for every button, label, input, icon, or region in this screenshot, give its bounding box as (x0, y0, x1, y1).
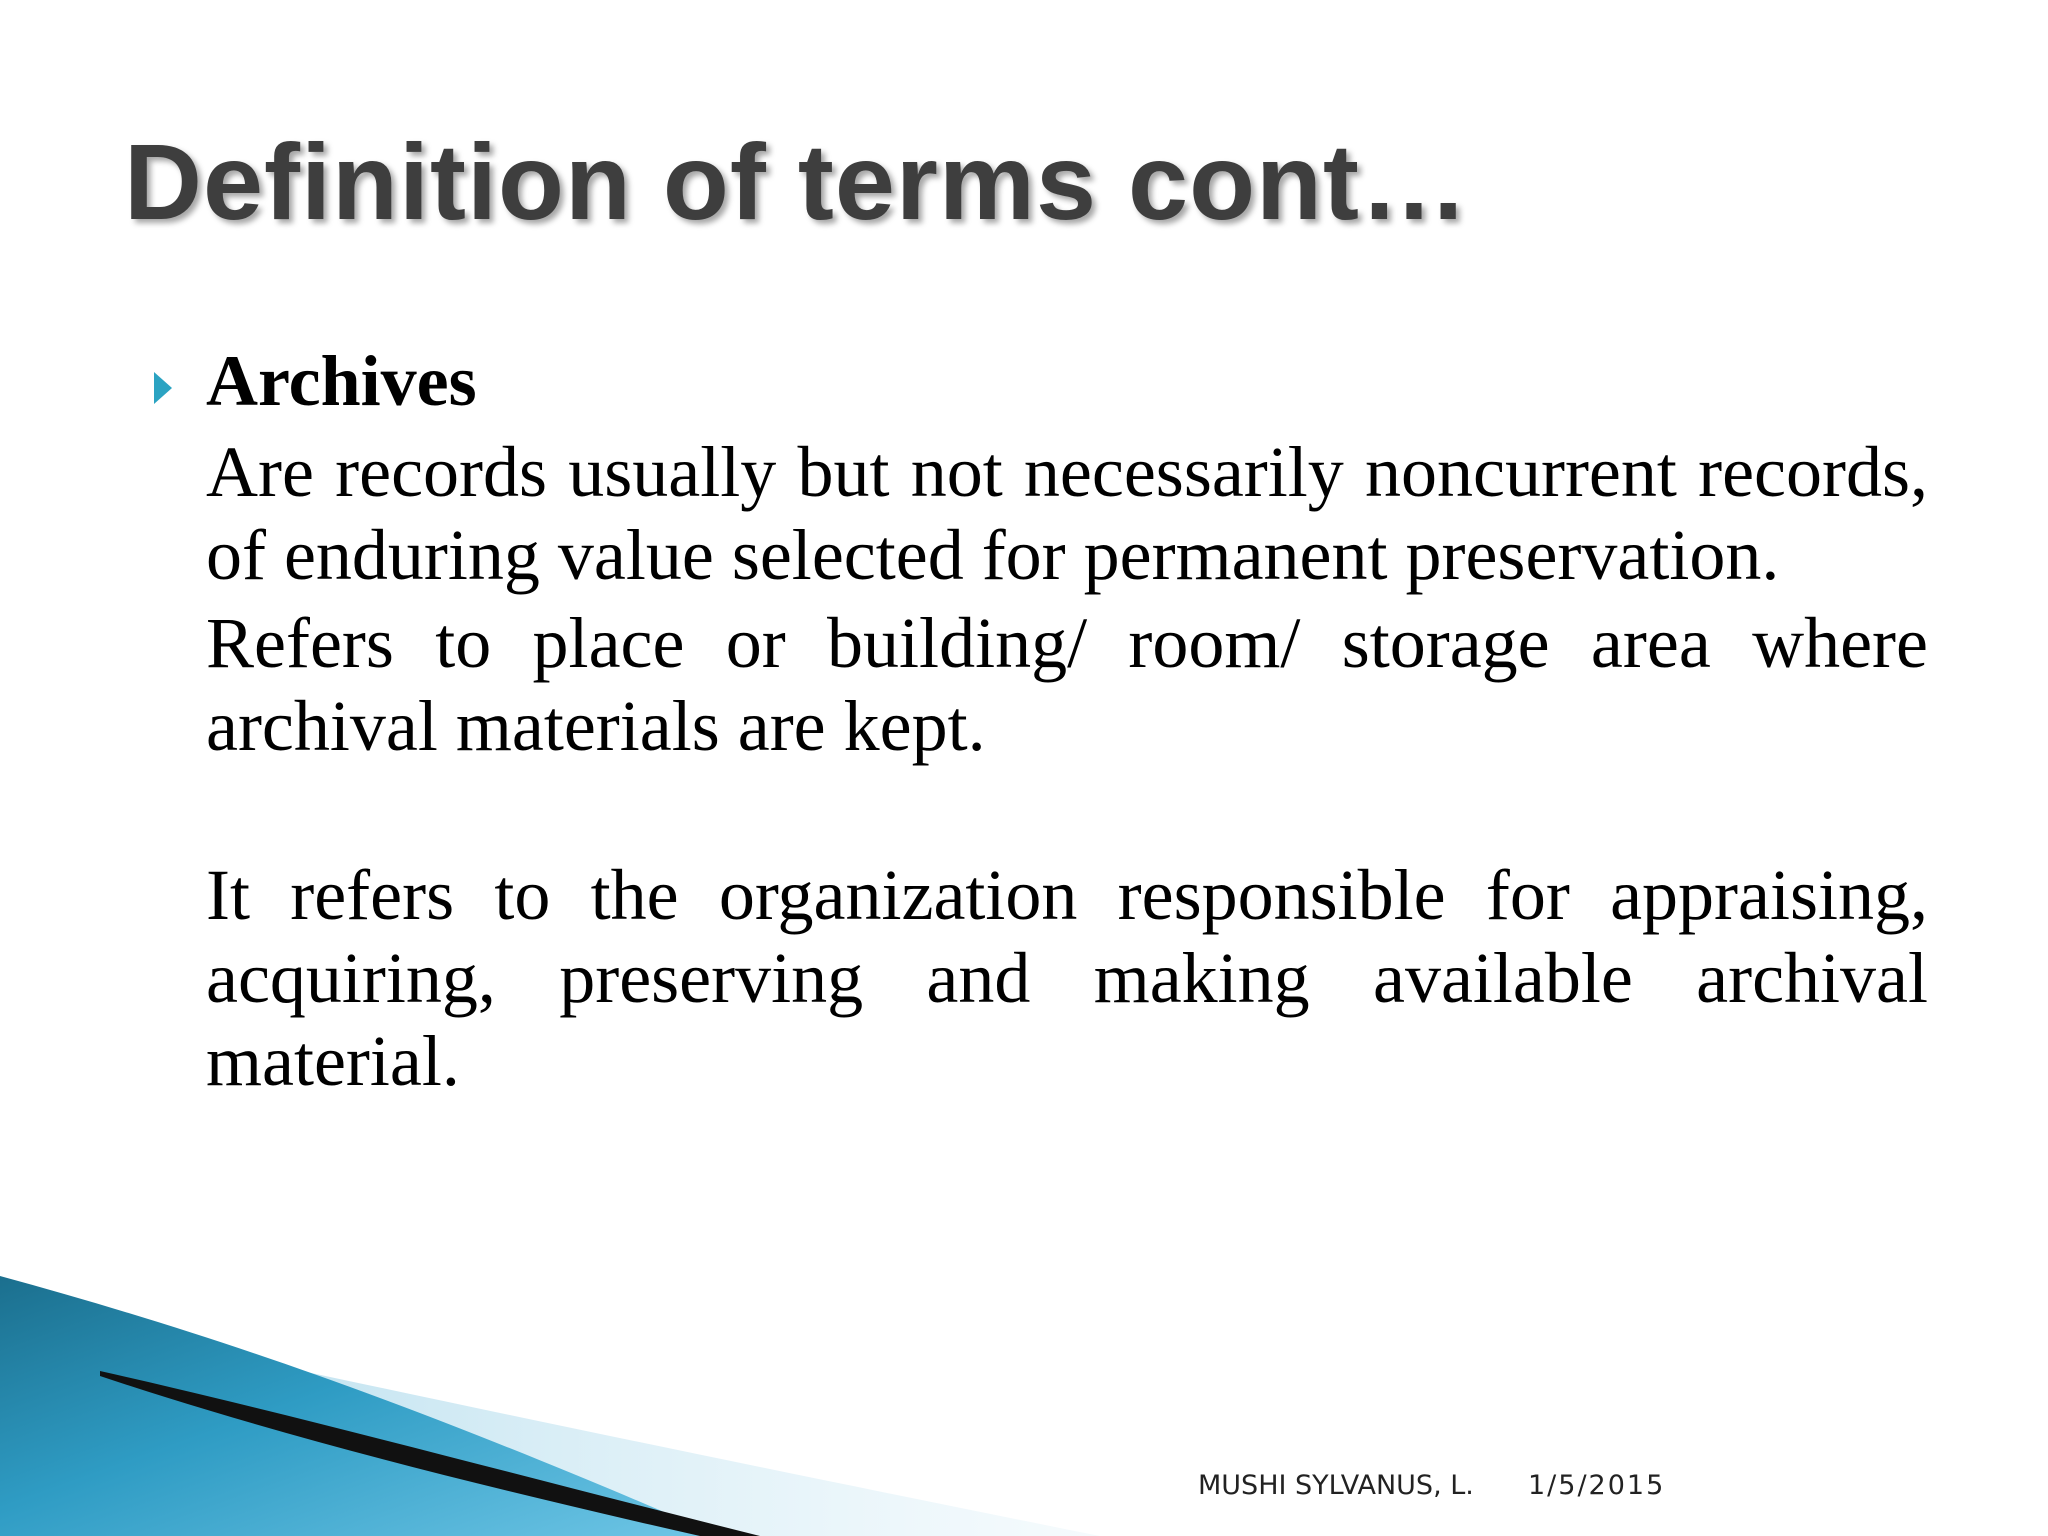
footer-date: 1/5/2015 (1528, 1470, 1666, 1501)
bullet-item-archives (206, 340, 1928, 423)
definition-paragraph-2: Refers to place or building/ room/ storage area where archival materials are kept. (206, 603, 1928, 767)
definition-paragraph-1: Are records usually but not necessarily noncurrent records, of enduring value selected for permanent preservation. (206, 431, 1928, 595)
slide-title: Definition of terms cont… (124, 121, 1469, 242)
footer-author: MUSHI SYLVANUS, L. (1198, 1470, 1474, 1501)
slide-content (206, 340, 1928, 1108)
paragraph-spacer (206, 774, 1928, 854)
bullet-heading: Archives (206, 341, 477, 421)
decorative-swoosh (0, 1276, 1100, 1536)
definition-paragraph-3: It refers to the organization responsible for appraising, acquiring, preserving and making available archival material. (206, 854, 1928, 1101)
triangle-bullet-icon (154, 372, 172, 404)
